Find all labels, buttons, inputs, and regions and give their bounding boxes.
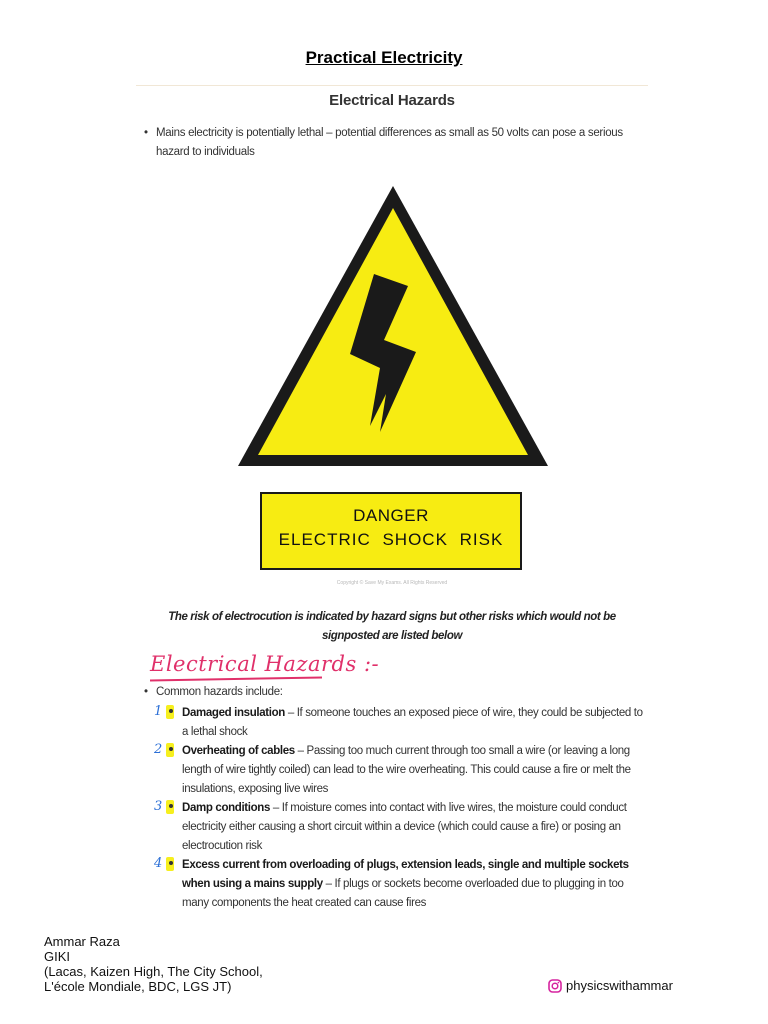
bullet-icon — [169, 804, 173, 808]
social-handle-text: physicswithammar — [566, 978, 673, 993]
hazard-description: – If moisture comes into contact with live wires, the moisture could conduct electricity either causing a short circuit within a device (which could cause a fire) or posing an electrocution risk — [182, 802, 627, 852]
author-institution: GIKI — [44, 949, 71, 964]
author-schools-line-1: (Lacas, Kaizen High, The City School, — [44, 964, 263, 979]
intro-bullet: • Mains electricity is potentially lethal – potential differences as small as 50 volts can pose a serious hazard to individuals — [144, 124, 644, 162]
hazard-description: – If plugs or sockets become overloaded due to plugging in too many components the heat created can cause fires — [182, 878, 624, 909]
hazard-number: 4 — [154, 856, 163, 871]
danger-subtitle: ELECTRIC SHOCK RISK — [278, 530, 504, 549]
copyright-note: Copyright © Save My Exams. All Rights Reserved — [336, 580, 448, 586]
hazard-text — [182, 856, 650, 913]
instagram-icon — [548, 979, 562, 993]
bullet-icon — [169, 709, 173, 713]
hazard-number: 1 — [154, 704, 163, 719]
handwritten-underline — [150, 676, 322, 681]
common-hazards-intro: • Common hazards include: — [144, 686, 283, 698]
high-voltage-warning-icon — [230, 178, 556, 474]
handwritten-heading: Electrical Hazards :- — [150, 652, 380, 676]
author-block — [44, 934, 263, 994]
hazard-title: Excess current from overloading of plugs, extension leads, single and multiple sockets when using a mains supply — [182, 859, 629, 890]
hazard-title: Damaged insulation — [182, 707, 285, 719]
page-title: Practical Electricity — [305, 48, 463, 67]
danger-title: DANGER — [353, 506, 429, 525]
hazard-text — [182, 742, 650, 799]
hazard-text — [182, 799, 650, 856]
hazard-text — [182, 704, 650, 742]
hazard-number: 2 — [154, 742, 163, 757]
hazard-number: 3 — [154, 799, 163, 814]
notes-image — [136, 86, 648, 926]
hazard-description: – If someone touches an exposed piece of wire, they could be subjected to a lethal shock — [182, 707, 643, 738]
hazard-title: Damp conditions — [182, 802, 271, 814]
author-schools-line-2: L'école Mondiale, BDC, LGS JT) — [44, 979, 232, 994]
author-name: Ammar Raza — [44, 934, 120, 949]
risk-note: The risk of electrocution is indicated by hazard signs but other risks which would not be signposted are listed below — [168, 611, 616, 642]
bullet-icon — [169, 861, 173, 865]
social-handle — [548, 978, 673, 993]
hazard-description: – Passing too much current through too small a wire (or leaving a long length of wire tightly coiled) can lead to the wire overheating. This could cause a fire or melt the insulations, exposing live wires — [182, 745, 631, 795]
bullet-icon — [169, 747, 173, 751]
danger-sign — [260, 492, 522, 570]
section-heading: Electrical Hazards — [329, 92, 455, 109]
hazard-title: Overheating of cables — [182, 745, 295, 757]
